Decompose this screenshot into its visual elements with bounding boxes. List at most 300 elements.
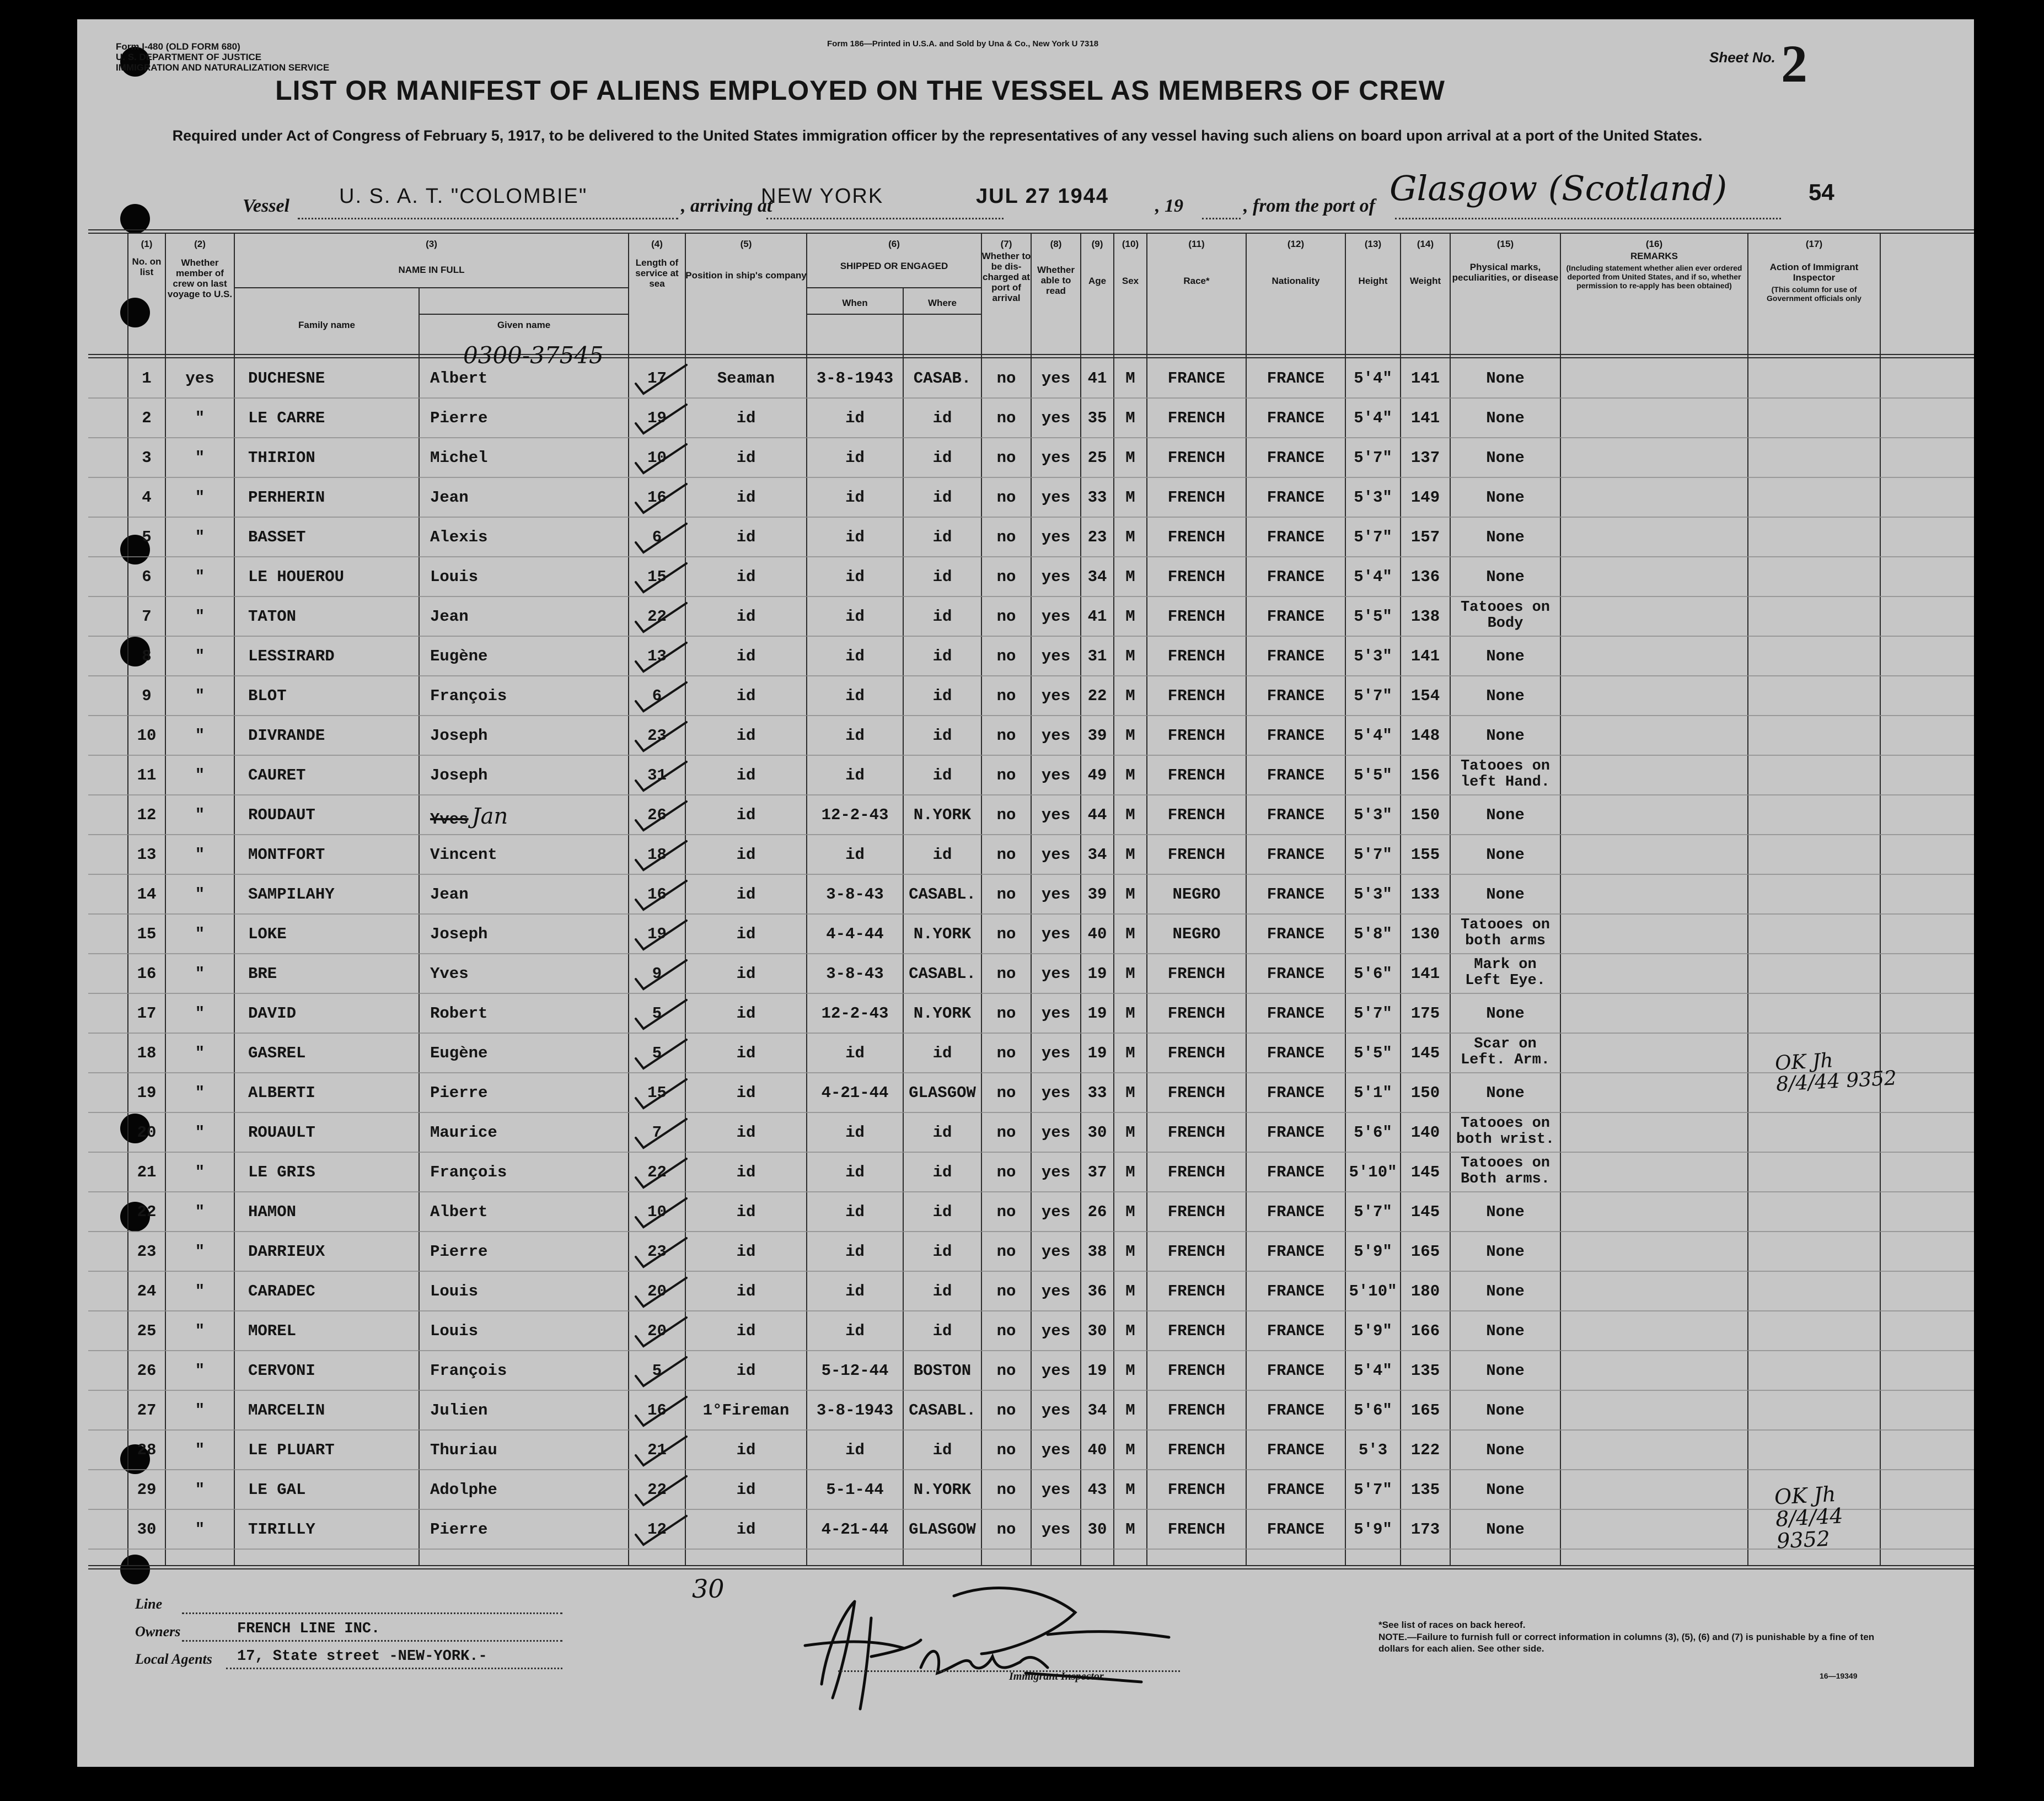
height-cell: 5'7" (1354, 1481, 1392, 1499)
sex-cell: M (1125, 1203, 1135, 1221)
discharged-cell: no (996, 1044, 1016, 1062)
race-cell: FRENCH (1167, 1004, 1226, 1023)
able-read-cell: yes (1041, 1203, 1071, 1221)
physical-marks-cell: None (1486, 687, 1525, 705)
action-note-row-30: OK Jh 8/4/44 9352 (1773, 1482, 1844, 1553)
header-crew-member: Whether member of crew on last voyage to U.S. (167, 257, 233, 299)
discharged-cell: no (996, 965, 1016, 983)
sex-cell: M (1125, 1401, 1135, 1420)
table-row (77, 874, 1974, 914)
height-cell: 5'4" (1354, 1362, 1392, 1380)
family-name-cell: BRE (248, 965, 277, 983)
struck-given-name: Yves (430, 810, 469, 829)
length-service-cell: 13 (647, 647, 667, 665)
nationality-cell: FRANCE (1267, 647, 1325, 665)
nationality-cell: FRANCE (1267, 409, 1325, 427)
row-number: 18 (137, 1044, 157, 1062)
weight-cell: 145 (1410, 1163, 1440, 1181)
age-cell: 19 (1087, 1362, 1107, 1380)
sex-cell: M (1125, 1084, 1135, 1102)
family-name-cell: TATON (248, 607, 297, 626)
race-cell: FRENCH (1167, 1243, 1226, 1261)
family-name-cell: SAMPILAHY (248, 885, 335, 904)
nationality-cell: FRANCE (1267, 1362, 1325, 1380)
age-cell: 40 (1087, 1441, 1107, 1459)
length-service-cell: 10 (647, 449, 667, 467)
column-number: (11) (1188, 239, 1205, 249)
family-name-cell: MARCELIN (248, 1401, 325, 1420)
check-mark (631, 402, 692, 437)
age-cell: 37 (1087, 1163, 1107, 1181)
race-cell: FRANCE (1167, 369, 1226, 388)
length-service-cell: 16 (647, 488, 667, 507)
race-cell: FRENCH (1167, 687, 1226, 705)
check-mark (631, 522, 692, 556)
table-row (77, 596, 1974, 636)
age-cell: 30 (1087, 1520, 1107, 1539)
header-shipped-engaged: SHIPPED OR ENGAGED (840, 261, 948, 271)
given-name-cell: Eugène (430, 1044, 488, 1062)
height-cell: 5'4" (1354, 568, 1392, 586)
table-row (77, 1232, 1974, 1271)
height-cell: 5'6" (1354, 1123, 1392, 1142)
sex-cell: M (1125, 528, 1135, 546)
position-cell: id (736, 488, 756, 507)
discharged-cell: no (996, 369, 1016, 388)
crew-member-cell: " (195, 647, 205, 665)
crew-member-cell: " (195, 1004, 205, 1023)
position-cell: id (736, 1362, 756, 1380)
able-read-cell: yes (1041, 1084, 1071, 1102)
height-cell: 5'7" (1354, 1203, 1392, 1221)
year-label: , 19 (1155, 196, 1183, 216)
given-name-cell: François (430, 1163, 507, 1181)
discharged-cell: no (996, 766, 1016, 784)
physical-marks-cell: None (1486, 1203, 1525, 1221)
sex-cell: M (1125, 449, 1135, 467)
discharged-cell: no (996, 1520, 1016, 1539)
crew-member-cell: " (195, 1362, 205, 1380)
manifest-sheet (77, 19, 1974, 1767)
crew-member-cell: " (195, 528, 205, 546)
owners-value: FRENCH LINE INC. (237, 1621, 380, 1637)
header-discharged: Whether to be dis-charged at port of arrival (981, 251, 1031, 303)
physical-marks-cell: None (1486, 806, 1525, 824)
age-cell: 25 (1087, 449, 1107, 467)
physical-marks-cell: None (1486, 1441, 1525, 1459)
row-number: 15 (137, 925, 157, 943)
family-name-cell: MOREL (248, 1322, 297, 1340)
able-read-cell: yes (1041, 766, 1071, 784)
remarks-title: REMARKS (1630, 251, 1678, 261)
table-row (77, 835, 1974, 874)
check-mark (631, 641, 692, 675)
crew-member-cell: " (195, 806, 205, 824)
row-number: 5 (142, 528, 152, 546)
check-mark (631, 601, 692, 635)
check-mark (631, 1514, 692, 1548)
nationality-cell: FRANCE (1267, 1243, 1325, 1261)
nationality-cell: FRANCE (1267, 727, 1325, 745)
when-cell: id (845, 687, 865, 705)
race-cell: NEGRO (1172, 925, 1221, 943)
given-name-cell: Joseph (430, 766, 488, 784)
position-cell: id (736, 409, 756, 427)
discharged-cell: no (996, 1322, 1016, 1340)
when-cell: 3-8-1943 (816, 369, 894, 388)
length-service-cell: 15 (647, 1084, 667, 1102)
length-service-cell: 31 (647, 766, 667, 784)
table-row (77, 636, 1974, 676)
arrival-port: NEW YORK (761, 185, 884, 208)
height-cell: 5'3" (1354, 885, 1392, 904)
service-name: IMMIGRATION AND NATURALIZATION SERVICE (116, 62, 330, 73)
header-family-name: Family name (298, 320, 355, 330)
age-cell: 19 (1087, 965, 1107, 983)
sex-cell: M (1125, 369, 1135, 388)
header-race: Race* (1183, 276, 1210, 286)
where-cell: id (932, 1243, 952, 1261)
check-mark (631, 799, 692, 834)
column-number: (7) (1000, 239, 1012, 249)
position-cell: id (736, 1044, 756, 1062)
position-cell: id (736, 1123, 756, 1142)
weight-cell: 137 (1410, 449, 1440, 467)
nationality-cell: FRANCE (1267, 846, 1325, 864)
when-cell: 12-2-43 (821, 806, 889, 824)
position-cell: id (736, 925, 756, 943)
crew-member-cell: " (195, 1243, 205, 1261)
able-read-cell: yes (1041, 1441, 1071, 1459)
age-cell: 23 (1087, 528, 1107, 546)
table-row (77, 1192, 1974, 1232)
table-row (77, 1390, 1974, 1430)
age-cell: 34 (1087, 846, 1107, 864)
length-service-cell: 16 (647, 885, 667, 904)
length-service-cell: 22 (647, 1163, 667, 1181)
discharged-cell: no (996, 528, 1016, 546)
where-cell: id (932, 409, 952, 427)
sex-cell: M (1125, 846, 1135, 864)
length-service-cell: 19 (647, 409, 667, 427)
weight-cell: 150 (1410, 806, 1440, 824)
race-cell: FRENCH (1167, 647, 1226, 665)
weight-cell: 150 (1410, 1084, 1440, 1102)
row-number: 3 (142, 449, 152, 467)
height-cell: 5'7" (1354, 528, 1392, 546)
header-able-read: Whether able to read (1037, 265, 1075, 296)
nationality-cell: FRANCE (1267, 1163, 1325, 1181)
agents-rule (226, 1668, 562, 1669)
sex-cell: M (1125, 568, 1135, 586)
crew-member-cell: " (195, 1322, 205, 1340)
race-cell: FRENCH (1167, 766, 1226, 784)
when-cell: 12-2-43 (821, 1004, 889, 1023)
check-mark (631, 442, 692, 476)
length-service-cell: 20 (647, 1322, 667, 1340)
able-read-cell: yes (1041, 925, 1071, 943)
weight-cell: 141 (1410, 369, 1440, 388)
when-cell: id (845, 1123, 865, 1142)
given-name-cell: Jean (430, 607, 469, 626)
given-name-cell: Joseph (430, 727, 488, 745)
sex-cell: M (1125, 806, 1135, 824)
family-name-cell: DIVRANDE (248, 727, 325, 745)
given-name-cell: Pierre (430, 1520, 488, 1539)
when-cell: 5-1-44 (826, 1481, 884, 1499)
action-note-row-19: OK Jh 8/4/44 9352 (1774, 1049, 1897, 1096)
header-age: Age (1088, 276, 1107, 286)
check-mark (631, 1037, 692, 1072)
height-cell: 5'7" (1354, 846, 1392, 864)
able-read-cell: yes (1041, 568, 1071, 586)
where-cell: id (932, 647, 952, 665)
crew-member-cell: " (195, 488, 205, 507)
crew-member-cell: " (195, 846, 205, 864)
weight-cell: 156 (1410, 766, 1440, 784)
where-cell: GLASGOW (909, 1520, 976, 1539)
check-mark (631, 1434, 692, 1469)
family-name-cell: CAURET (248, 766, 306, 784)
inspector-signature (788, 1579, 1185, 1723)
age-cell: 34 (1087, 1401, 1107, 1420)
position-cell: id (736, 1520, 756, 1539)
physical-marks-cell: None (1486, 488, 1525, 507)
form-number: Form I-480 (OLD FORM 680) (116, 41, 240, 52)
physical-marks-cell: None (1486, 727, 1525, 745)
sex-cell: M (1125, 687, 1135, 705)
physical-marks-cell: None (1486, 1322, 1525, 1340)
crew-member-cell: " (195, 1520, 205, 1539)
family-name-cell: CARADEC (248, 1282, 315, 1300)
check-mark (631, 680, 692, 714)
column-number: (5) (740, 239, 752, 249)
nationality-cell: FRANCE (1267, 1401, 1325, 1420)
physical-marks-cell: Tatooes on both wrist. (1456, 1115, 1555, 1148)
where-cell: id (932, 1044, 952, 1062)
given-name-cell: Pierre (430, 1243, 488, 1261)
nationality-cell: FRANCE (1267, 1044, 1325, 1062)
age-cell: 41 (1087, 607, 1107, 626)
discharged-cell: no (996, 1123, 1016, 1142)
length-service-cell: 17 (647, 369, 667, 388)
able-read-cell: yes (1041, 1044, 1071, 1062)
column-number: (15) (1496, 239, 1514, 249)
height-cell: 5'3" (1354, 806, 1392, 824)
form-code: 16—19349 (1820, 1671, 1858, 1680)
crew-member-cell: " (195, 727, 205, 745)
check-mark (631, 363, 692, 397)
crew-member-cell: " (195, 925, 205, 943)
where-cell: CASABL. (909, 1401, 976, 1420)
sex-cell: M (1125, 1243, 1135, 1261)
race-cell: FRENCH (1167, 449, 1226, 467)
nationality-cell: FRANCE (1267, 1084, 1325, 1102)
race-cell: FRENCH (1167, 846, 1226, 864)
sex-cell: M (1125, 925, 1135, 943)
where-cell: id (932, 1163, 952, 1181)
crew-member-cell: " (195, 449, 205, 467)
age-cell: 39 (1087, 727, 1107, 745)
discharged-cell: no (996, 1282, 1016, 1300)
height-cell: 5'9" (1354, 1243, 1392, 1261)
family-name-cell: LE PLUART (248, 1441, 335, 1459)
height-cell: 5'4" (1354, 369, 1392, 388)
discharged-cell: no (996, 449, 1016, 467)
age-cell: 43 (1087, 1481, 1107, 1499)
position-cell: id (736, 806, 756, 824)
able-read-cell: yes (1041, 1243, 1071, 1261)
nationality-cell: FRANCE (1267, 528, 1325, 546)
age-cell: 40 (1087, 925, 1107, 943)
crew-member-cell: " (195, 965, 205, 983)
family-name-cell: DARRIEUX (248, 1243, 325, 1261)
position-cell: id (736, 528, 756, 546)
column-number: (10) (1122, 239, 1139, 249)
race-cell: FRENCH (1167, 1044, 1226, 1062)
where-cell: CASABL. (909, 885, 976, 904)
discharged-cell: no (996, 1362, 1016, 1380)
position-cell: id (736, 687, 756, 705)
physical-marks-cell: None (1486, 449, 1525, 467)
row-number: 22 (137, 1203, 157, 1221)
height-cell: 5'5" (1354, 1044, 1392, 1062)
where-cell: GLASGOW (909, 1084, 976, 1102)
race-cell: FRENCH (1167, 1084, 1226, 1102)
family-name-cell: LE HOUEROU (248, 568, 345, 586)
discharged-cell: no (996, 806, 1016, 824)
when-cell: 3-8-43 (826, 965, 884, 983)
sex-cell: M (1125, 1362, 1135, 1380)
check-mark (631, 1196, 692, 1230)
table-row (77, 1430, 1974, 1470)
height-cell: 5'3" (1354, 488, 1392, 507)
race-cell: FRENCH (1167, 1520, 1226, 1539)
discharged-cell: no (996, 568, 1016, 586)
table-row (77, 477, 1974, 517)
where-cell: id (932, 528, 952, 546)
when-cell: id (845, 528, 865, 546)
row-number: 12 (137, 806, 157, 824)
header-physical-marks: Physical marks, peculiarities, or disease (1452, 262, 1559, 283)
race-cell: FRENCH (1167, 1481, 1226, 1499)
column-number: (3) (426, 239, 437, 249)
table-row (77, 1073, 1974, 1112)
family-name-cell: LOKE (248, 925, 287, 943)
given-name-cell: François (430, 687, 507, 705)
header-height: Height (1358, 276, 1388, 286)
when-cell: 4-4-44 (826, 925, 884, 943)
weight-cell: 154 (1410, 687, 1440, 705)
length-service-cell: 22 (647, 1481, 667, 1499)
age-cell: 30 (1087, 1322, 1107, 1340)
header-weight: Weight (1409, 276, 1441, 286)
family-name-cell: ALBERTI (248, 1084, 315, 1102)
sex-cell: M (1125, 488, 1135, 507)
height-cell: 5'5" (1354, 766, 1392, 784)
header-name-in-full: NAME IN FULL (398, 265, 465, 275)
row-number: 2 (142, 409, 152, 427)
height-cell: 5'5" (1354, 607, 1392, 626)
crew-member-cell: " (195, 1044, 205, 1062)
table-row (77, 398, 1974, 438)
age-cell: 34 (1087, 568, 1107, 586)
given-name-cell: Vincent (430, 846, 497, 864)
nationality-cell: FRANCE (1267, 925, 1325, 943)
weight-cell: 141 (1410, 965, 1440, 983)
when-cell: 3-8-43 (826, 885, 884, 904)
sex-cell: M (1125, 1282, 1135, 1300)
nationality-cell: FRANCE (1267, 1203, 1325, 1221)
document-subtitle: Required under Act of Congress of February 5, 1917, to be delivered to the United States immigration officer by the representatives of any vessel having such aliens on board upon arrival at a port of the United States. (172, 127, 1703, 144)
table-row (77, 676, 1974, 716)
age-cell: 35 (1087, 409, 1107, 427)
header-remarks (1560, 251, 1748, 290)
when-cell: id (845, 1163, 865, 1181)
able-read-cell: yes (1041, 687, 1071, 705)
sex-cell: M (1125, 1123, 1135, 1142)
given-name-cell: Michel (430, 449, 488, 467)
race-cell: FRENCH (1167, 1282, 1226, 1300)
nationality-cell: FRANCE (1267, 1322, 1325, 1340)
discharged-cell: no (996, 1203, 1016, 1221)
age-cell: 30 (1087, 1123, 1107, 1142)
age-cell: 22 (1087, 687, 1107, 705)
nationality-cell: FRANCE (1267, 568, 1325, 586)
height-cell: 5'8" (1354, 925, 1392, 943)
able-read-cell: yes (1041, 1481, 1071, 1499)
position-cell: id (736, 1203, 756, 1221)
able-read-cell: yes (1041, 1123, 1071, 1142)
check-mark (631, 958, 692, 992)
physical-marks-cell: None (1486, 1362, 1525, 1380)
position-cell: id (736, 449, 756, 467)
inserted-given-name: Jan (471, 804, 508, 829)
given-name-cell: Jean (430, 488, 469, 507)
check-mark (631, 998, 692, 1032)
header-length-service: Length of service at sea (635, 257, 679, 289)
height-cell: 5'6" (1354, 1401, 1392, 1420)
row-number: 17 (137, 1004, 157, 1023)
physical-marks-cell: None (1486, 409, 1525, 427)
where-cell: id (932, 568, 952, 586)
when-cell: 5-12-44 (821, 1362, 889, 1380)
discharged-cell: no (996, 607, 1016, 626)
position-cell: id (736, 1084, 756, 1102)
nationality-cell: FRANCE (1267, 369, 1325, 388)
column-number: (16) (1645, 239, 1663, 249)
row-number: 11 (137, 766, 157, 784)
discharged-cell: no (996, 1441, 1016, 1459)
weight-cell: 135 (1410, 1362, 1440, 1380)
races-note: *See list of races on back hereof. (1378, 1620, 1526, 1630)
position-cell: id (736, 846, 756, 864)
header-given-name: Given name (497, 320, 551, 330)
age-cell: 19 (1087, 1004, 1107, 1023)
header-no-on-list: No. on list (132, 256, 162, 277)
form-print-line: Form 186—Printed in U.S.A. and Sold by Una & Co., New York U 7318 (827, 39, 1099, 49)
header-when: When (842, 298, 868, 308)
row-number: 1 (142, 369, 152, 388)
sheet-count: 54 (1809, 179, 1834, 205)
weight-cell: 166 (1410, 1322, 1440, 1340)
row-number: 23 (137, 1243, 157, 1261)
height-cell: 5'7" (1354, 449, 1392, 467)
when-cell: 4-21-44 (821, 1520, 889, 1539)
discharged-cell: no (996, 727, 1016, 745)
discharged-cell: no (996, 1163, 1016, 1181)
given-name-cell: Julien (430, 1401, 488, 1420)
